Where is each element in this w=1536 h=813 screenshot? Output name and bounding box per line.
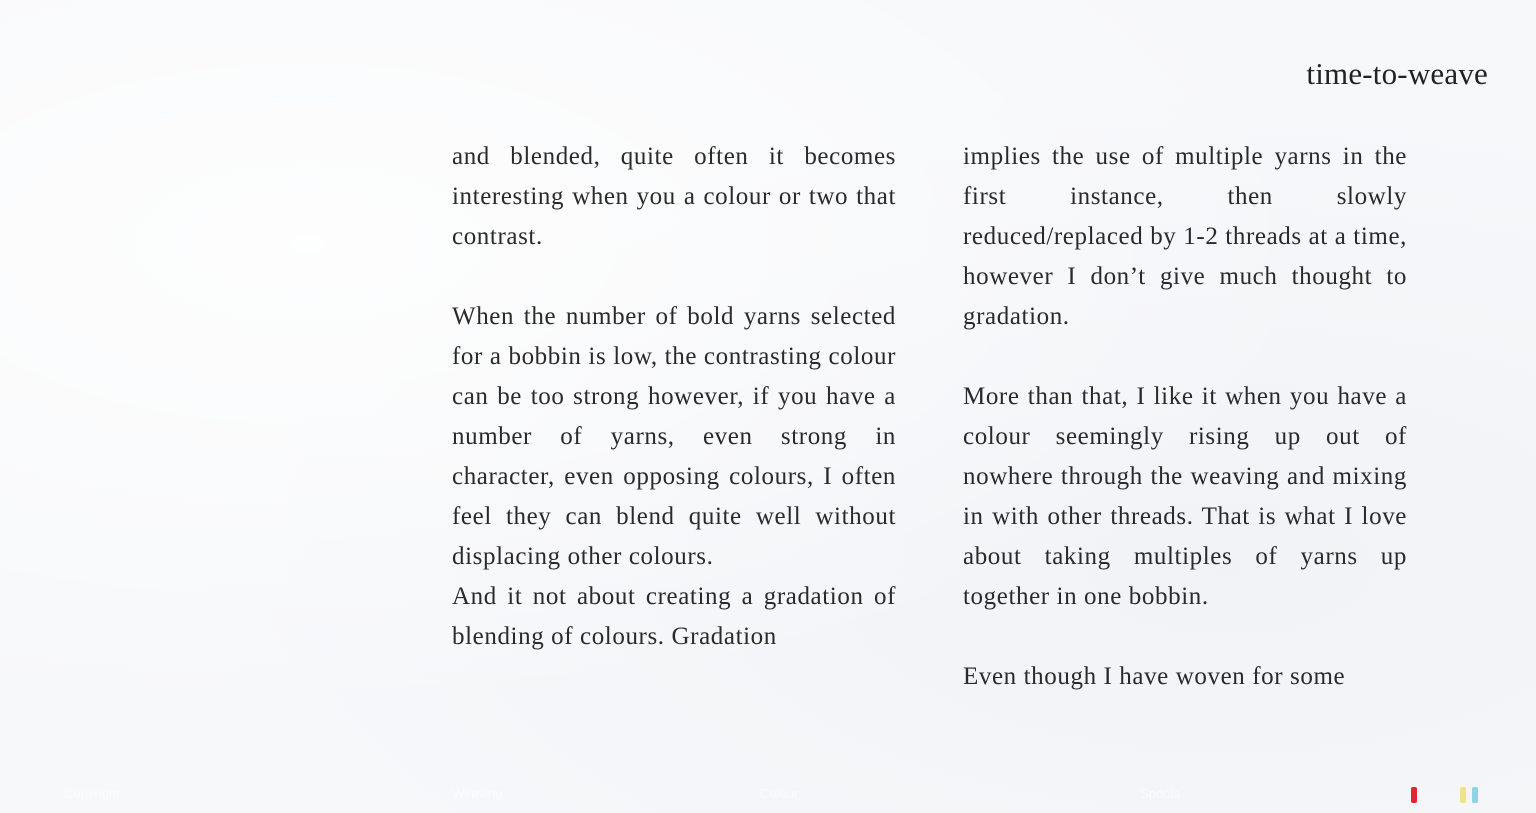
footer-link[interactable]: Weaving [452, 786, 503, 801]
paragraph: When the number of bold yarns selected for a bobbin is low, the contrasting colour can be too strong however, if you have a number of yarns, even strong in character, even opposing colours, I often feel they can blend quite well without displacing other colours. [452, 303, 896, 570]
red-spool-icon [1411, 787, 1417, 803]
article-columns [452, 137, 1407, 697]
footer-link[interactable]: Copyright [64, 786, 120, 801]
right-column [963, 137, 1407, 697]
paragraph: implies the use of multiple yarns in the first instance, then slowly reduced/replaced by 1-2 threads at a time, however I don’t give much thought to gradation. [963, 143, 1407, 330]
site-title[interactable]: time-to-weave [1306, 56, 1488, 91]
footer-link[interactable]: Colour [760, 786, 799, 801]
left-column [452, 137, 896, 697]
blue-spool-icon [1472, 787, 1478, 803]
yellow-spool-icon [1460, 787, 1466, 803]
footer-link[interactable]: Spools [1140, 786, 1180, 801]
paragraph: And it not about creating a gradation of blending of colours. Gradation [452, 583, 896, 650]
paragraph: Even though I have woven for some [963, 663, 1346, 690]
footer [0, 773, 1536, 813]
paragraph: More than that, I like it when you have a colour seemingly rising up out of nowhere through the weaving and mixing in with other threads. That is what I love about taking multiples of yarns up together in one bobbin. [963, 383, 1407, 610]
paragraph: and blended, quite often it becomes interesting when you a colour or two that contrast. [452, 143, 896, 250]
